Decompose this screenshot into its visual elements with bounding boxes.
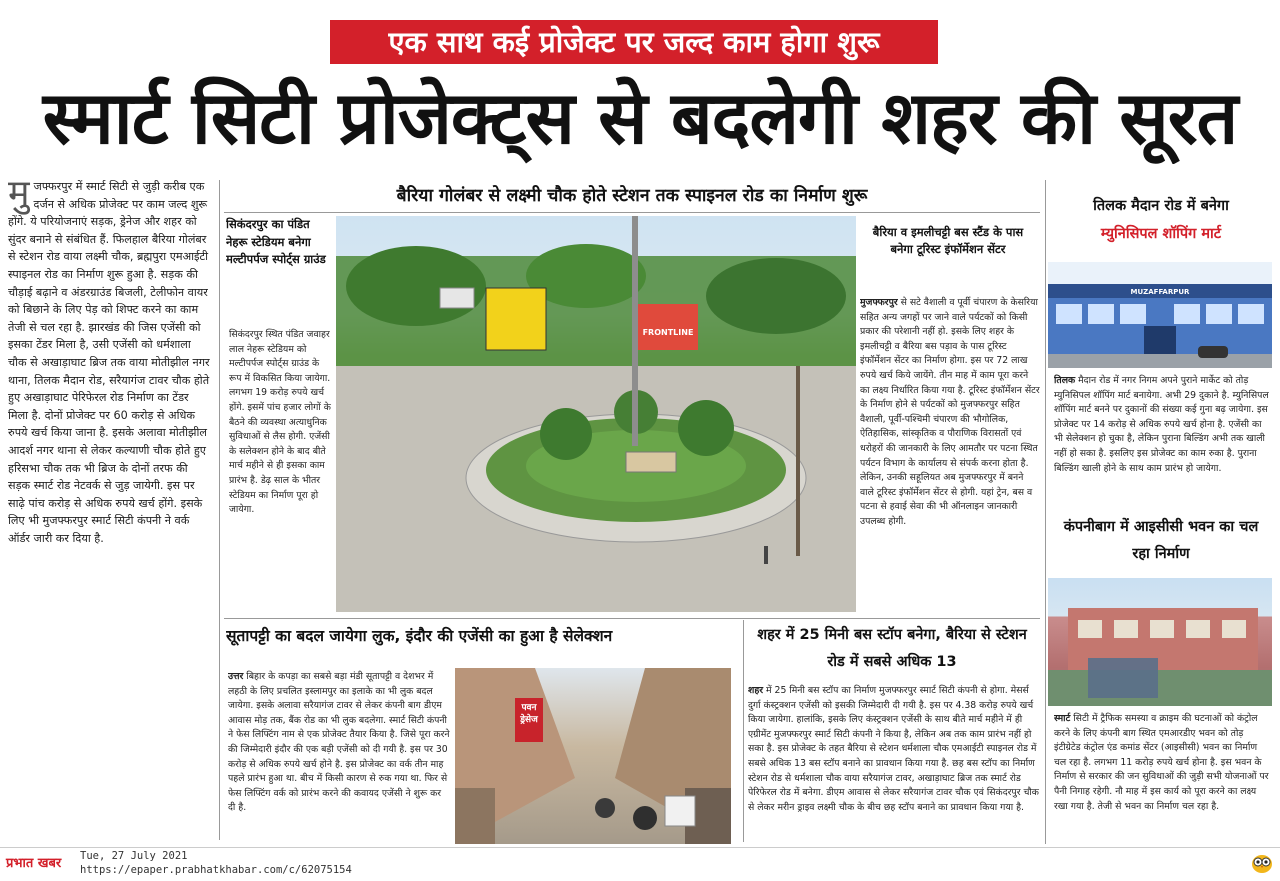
dropcap: मु: [8, 178, 30, 214]
divider-center-top: [224, 212, 1040, 213]
sutapatti-text: [228, 670, 450, 844]
bus-stop-text: [748, 684, 1040, 844]
sutapatti-heading: सूतापट्टी का बदल जायेगा लुक, इंदौर की एजेंसी का हुआ है सेलेक्शन: [226, 627, 613, 645]
shop-sign: पवन ड्रेसेज: [520, 703, 538, 725]
divider-left: [219, 180, 220, 840]
icc-heading: कंपनीबाग में आइसीसी भवन का चल रहा निर्माण: [1063, 519, 1259, 562]
divider-center-middle: [224, 618, 1040, 619]
tourist-text: [860, 296, 1040, 614]
mart-building-drawing: [1048, 262, 1272, 368]
roundabout-illustration: [336, 216, 856, 612]
footer-date: Tue, 27 July 2021: [80, 850, 188, 862]
icc-lead: स्मार्ट: [1054, 713, 1071, 724]
tilak-lead: तिलक: [1054, 375, 1076, 386]
sutapatti-body: बिहार के कपड़ा का सबसे बड़ा मंडी सूतापट्टी व देशभर में लहठी के लिए प्रचलित इस्लामपुर का इलाके का भी लुक बदल जायेगा. इसके अलावा सरैयागंज टावर से लेकर कंपनी बाग डीएम आवास मोड़ तक, बैंक रोड का भी लुक बदलेगा. स्मार्ट सिटी कंपनी ने फेस लिफ्टिंग नाम से एक प्रोजेक्ट तैयार किया है. जिसे पूरा करने की जिम्मेदारी इंदौर की एक बड़ी एजेंसी को दी गयी है. इस पर 30 करोड़ से अधिक रुपये खर्च होने है. इस प्रोजेक्ट का वर्क तीन माह पहले प्रारंभ हुआ था. बीच में किसी कारण से रुक गया था. फिर से फेस लिफ्टिंग वर्क को प्रारंभ करने की कवायद एजेंसी ने शुरू कर दी है.: [228, 671, 450, 814]
tourist-heading: बैरिया व इमलीचट्टी बस स्टैंड के पास बनेगा टूरिस्ट इंफॉर्मेशन सेंटर: [872, 225, 1024, 256]
footer-url[interactable]: https://epaper.prabhatkhabar.com/c/62075154: [80, 864, 352, 876]
prabhat-khabar-logo[interactable]: प्रभात खबर: [6, 856, 62, 871]
icc-building-photo: [1048, 578, 1272, 706]
market-street-photo: [455, 668, 731, 844]
kicker-banner: एक साथ कई प्रोजेक्ट पर जल्द काम होगा शुरू: [330, 20, 938, 64]
tilak-heading-line2: म्युनिसिपल शॉपिंग मार्ट: [1100, 226, 1222, 242]
stadium-text: सिकंदरपुर स्थित पंडित जवाहर लाल नेहरू स्टेडियम को मल्टीपर्पज स्पोर्ट्स ग्राउंड के रूप में विकसित किया जायेगा. लगभग 19 करोड़ रुपये खर्च होंगे. इसमें पांच हजार लोगों के बैठने की व्यवस्था अत्याधुनिक सुविधाओं से लैस होगी. एजेंसी के सलेक्शन होने के बाद बीते मार्च महीने से ही इसका काम प्रारंभ है. डेढ़ साल के भीतर स्टेडियम का निर्माण पूरा हो जायेगा.: [229, 329, 331, 516]
icc-body: सिटी में ट्रैफिक समस्या व क्राइम की घटनाओं को कंट्रोल करने के लिए कंपनी बाग स्थित एमआरडीए भवन को तोड़ इंटीग्रेटेड कंट्रोल एंड कमांड सेंटर (आइसीसी) भवन का निर्माण चल रहा है. लगभग 11 करोड़ रुपये खर्च होना है. इस भवन के निर्माण से सरकार की जन सुविधाओं की जुड़ी सभी योजनाओं पर पैनी निगाह रहेगी. नौ माह में इस कार्य को पूरा करने का लक्ष्य रखा गया है. तेजी से भवन का निर्माण चल रहा है.: [1054, 713, 1269, 812]
footer-meta: [80, 849, 352, 877]
main-headline: स्मार्ट सिटी प्रोजेक्ट्स से बदलेगी शहर की सूरत: [42, 76, 1238, 161]
divider-right: [1045, 180, 1046, 844]
center-story-heading: बैरिया गोलंबर से लक्ष्मी चौक होते स्टेशन तक स्पाइनल रोड का निर्माण शुरू: [396, 186, 868, 206]
sutapatti-lead: उत्तर: [228, 671, 244, 682]
tourist-body: से सटे वैशाली व पूर्वी चंपारण के केसरिया सहित अन्य जगहों पर जाने वाले पर्यटकों को किसी प्रकार की परेशानी नहीं हो. इसके लिए शहर के इमलीचट्टी व बैरिया बस पड़ाव के पास टूरिस्ट इंफॉर्मेशन सेंटर का निर्माण होगा. इस पर 72 लाख रुपये खर्च किये जायेंगे. तीन माह में काम पूरा करने का लक्ष्य निर्धारित किया गया है. टूरिस्ट इंफॉर्मेशन सेंटर के निर्माण होने से पर्यटकों को मुजफ्फरपुर सहित वैशाली, पूर्वी-पश्चिमी चंपारण की भौगोलिक, ऐतिहासिक, सांस्कृतिक व पौराणिक विरासतों एवं धरोहरों की जानकारी के लिए आमतौर पर पटना स्थित पर्यटन विभाग के कार्यालय से संपर्क करना होता है. लेकिन, उनकी सहूलियत अब मुजफ्फरपुर में बनने वाले टूरिस्ट इंफॉर्मेशन सेंटर से होगी. यहां ट्रेन, बस व पटना से हवाई सेवा की भी ऑनलाइन जानकारी उपलब्ध होगी.: [860, 297, 1040, 527]
tourist-lead: मुजफ्फरपुर: [860, 297, 898, 308]
left-column: [8, 178, 212, 842]
market-street-illustration: [455, 668, 731, 844]
bus-stop-body: में 25 मिनी बस स्टॉप का निर्माण मुजफ्फरपुर स्मार्ट सिटी कंपनी से होगा. मेसर्स दुर्गा कंस्ट्रक्शन एजेंसी को इसकी जिम्मेदारी दी गयी है. इस पर 4.38 करोड़ रुपये खर्च किया जायेगा. हालांकि, इसके लिए कंस्ट्रक्शन एजेंसी के साथ बीते मार्च महीने में ही एग्रीमेंट मुजफ्फरपुर स्मार्ट सिटी कंपनी ने किया है, लेकिन अब तक काम प्रारंभ नहीं हो सका है. इस प्रोजेक्ट के तहत बैरिया से स्टेशन धर्मशाला चौक एमआईटी स्पाइनल रोड में सबसे अधिक 13 बस स्टॉप बनाने का प्रावधान किया गया है. छह बस स्टॉप का निर्माण स्टेशन रोड से धर्मशाला चौक वाया सरैयागंज टावर, अखाड़ाघाट ब्रिज तक स्मार्ट रोड पेरिफेरल रोड में बनेगा. डीएम आवास से लेकर सरैयागंज टावर चौक एवं सिकंदरपुर चौक से लेकर मरीन ड्राइव लक्ष्मी चौक के बीच छह स्टॉप बनाने का प्रावधान किया गया है.: [748, 685, 1039, 813]
bus-stop-heading: शहर में 25 मिनी बस स्टॉप बनेगा, बैरिया से स्टेशन रोड में सबसे अधिक 13: [757, 627, 1027, 670]
roundabout-photo: [336, 216, 856, 612]
divider-center-split: [743, 620, 744, 842]
tilak-body: मैदान रोड में नगर निगम अपने पुराने मार्केट को तोड़ म्युनिसिपल शॉपिंग मार्ट बनायेगा. अभी 29 दुकाने है. म्युनिसिपल शॉपिंग मार्ट बनने पर दुकानों की संख्या कई गुना बढ़ जायेगा. इस प्रोजेक्ट पर 14 करोड़ से अधिक रुपये खर्च होना है. एजेंसी का भी सेलेक्शन हो चुका है, लेकिन पुराना बिल्डिंग अभी तक खाली नहीं हो सका है. इसलिए इस प्रोजेक्ट का काम रुका है. पुराना बिल्डिंग खाली होने के साथ काम प्रारंभ हो जायेगा.: [1054, 375, 1269, 474]
mart-sign: MUZAFFARPUR: [1130, 288, 1190, 296]
icc-building-drawing: [1048, 578, 1272, 706]
stadium-heading: सिकंदरपुर का पंडित नेहरू स्टेडियम बनेगा मल्टीपर्पज स्पोर्ट्स ग्राउंड: [226, 217, 326, 266]
tilak-text: [1054, 374, 1272, 508]
owl-icon[interactable]: [1250, 850, 1274, 874]
shopping-mart-illustration: [1048, 262, 1272, 368]
billboard-sign: FRONTLINE: [642, 328, 694, 337]
tilak-heading-line1: तिलक मैदान रोड में बनेगा: [1093, 198, 1229, 214]
left-column-text: जफ्फरपुर में स्मार्ट सिटी से जुड़ी करीब एक दर्जन से अधिक प्रोजेक्ट पर काम जल्द शुरू होंगे. ये परियोजनाएं सड़क, ड्रेनेज और शहर को सुंदर बनाने से संबंधित हैं. फिलहाल बैरिया गोलंबर से स्टेशन रोड वाया लक्ष्मी चौक, ब्रह्मपुरा एमआईटी स्पाइनल रोड का निर्माण शुरू हुआ है. सड़क की चौड़ाई बढ़ाने व अंडरग्राउंड बिजली, टेलीफोन वायर को बिछाने के लिए पेड़ को शिफ्ट करने का काम तेजी से चल रहा है. झारखंड की जिस एजेंसी को इसका टेंडर मिला है, उसी एजेंसी को धर्मशाला चौक से अखाड़ाघाट ब्रिज तक वाया मोतीझील नगर थाना, तिलक मैदान रोड, सरैयागंज टावर चौक होते हुए अखाड़ाघाट पेरिफेरल रोड निर्माण का टेंडर मिला है. दोनों प्रोजेक्ट पर 60 करोड़ से अधिक रुपये खर्च किया जाना है. इसके अलावा मोतीझील आदर्श नगर थाना से लेकर कल्याणी चौक होते हुए हरिसभा चौक तक भी ब्रिज के दोनों तरफ की सड़क स्मार्ट रोड नेटवर्क से जुड़ जायेगी. इस पर साढ़े पांच करोड़ से अधिक रुपये खर्च होंगे. इसके लिए भी मुजफ्फरपुर स्मार्ट सिटी कंपनी ने वर्क ऑर्डर जारी कर दिया है.: [8, 180, 210, 545]
bus-stop-lead: शहर: [748, 685, 764, 696]
icc-text: [1054, 712, 1272, 844]
